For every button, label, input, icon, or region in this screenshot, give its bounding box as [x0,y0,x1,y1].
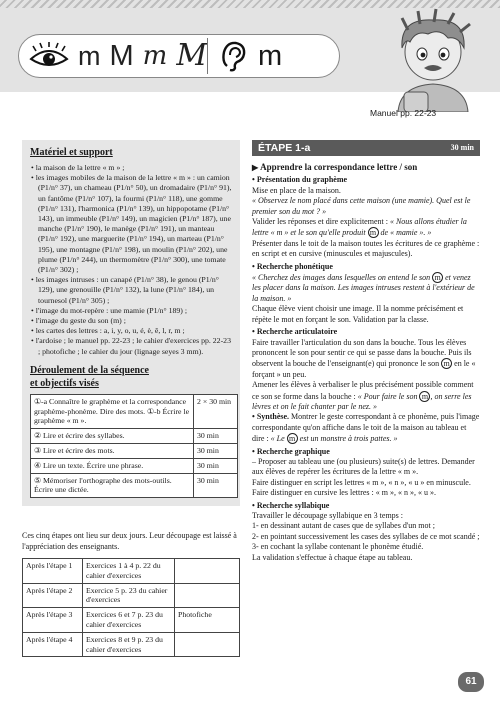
paragraph: Faire distinguer en script les lettres « m », « n », « u » en minuscule. [252,477,471,487]
letter-forms [78,36,238,76]
sequence-title-line: Déroulement de la séquence [30,364,149,376]
table-row [31,429,238,444]
table-row [31,394,238,428]
materiel-box [22,140,240,506]
paragraph: Chaque élève vient choisir une image. Il la nomme précisément et répète le mot en forçant le son. Validation par la classe. [252,304,464,324]
step-after: Après l'étape 4 [23,632,83,657]
step-extra [175,559,240,584]
sound-circle: m [368,227,379,238]
text-quote: « Pour faire le son [357,391,420,401]
paragraph: 2- en pointant successivement les cases des syllabes de ce mot scandé ; [252,531,480,541]
materiel-item: • l'image du mot-repère : une mamie (P1/n° 189) ; [30,306,232,316]
sound-circle: m [441,358,452,369]
text-quote: « Cherchez des images dans lesquelles on entend le son [252,273,433,283]
glyph-script-lower: m [78,41,101,71]
glyph-cursive-lower: m [142,41,168,71]
sound-circle: m [432,272,443,283]
step-after: Après l'étape 1 [23,559,83,584]
text: Faire travailler l'articulation du son dans la bouche. Tous les élèves prononcent le son pour sentir ce qui se passe dans la bouche. Puis ils observent la bouche de l'enseignant(e) qui prononce le son [252,337,472,369]
text-quote: , on serre les lèvres et on le fait chanter par le nez. » [252,391,472,411]
table-row [23,608,240,633]
step-exercises: Exercices 8 et 9 p. 23 du cahier d'exercices [83,632,175,657]
eye-icon [28,41,70,71]
manuel-reference: Manuel pp. 22-23 [370,108,437,118]
page-number: 61 [458,672,484,692]
glyph-cursive-upper: M [176,38,208,73]
section-title: • Présentation du graphème [252,175,480,185]
text-quote: « Le [270,434,287,444]
sequence-step: ⑤ Mémoriser l'orthographe des mots-outils. Écrire une dictée. [31,473,194,498]
section-title: • Recherche articulatoire [252,327,480,337]
paragraph [252,380,480,412]
divider [207,38,208,74]
step-after: Après l'étape 2 [23,583,83,608]
step-exercises: Exercice 5 p. 23 du cahier d'exercices [83,583,175,608]
glyph-script-upper: M [109,40,134,72]
sequence-step: ①-a Connaître le graphème et la correspondance graphème-phonème. Dire des mots. ①-b Écrire le graphème « m ». [31,394,194,428]
text: Amener les élèves à verbaliser le plus précisément possible comment ce son se forme dans la bouche : [252,380,474,401]
table-row [31,458,238,473]
sequence-duration: 2 × 30 min [194,394,238,428]
text-quote: et venez les placer dans la maison. Les images intruses restent à l'extérieur de la maison. » [252,273,475,303]
paragraph: – Proposer au tableau une (ou plusieurs) suite(s) de lettres. Demander aux élèves de repérer les écritures de la lettre « m ». [252,456,475,477]
sequence-duration: 30 min [194,444,238,459]
sequence-title-line: et objectifs visés [30,377,99,389]
section-title: • Synthèse. [252,412,289,421]
paragraph: Présenter dans le toit de la maison toutes les écritures de ce graphème : en script et en cursive (minuscules et majuscules). [252,238,480,259]
sound-circle: m [287,433,298,444]
text-quote: « Nous allons étudier la lettre « m » et le son qu'elle produit [252,217,467,238]
table-row [23,632,240,657]
sound-circle: m [419,391,430,402]
step-exercises: Exercices 6 et 7 p. 23 du cahier d'exercices [83,608,175,633]
etape-title: ÉTAPE 1-a [258,141,311,154]
table-row [23,583,240,608]
paragraph-quote [252,272,480,304]
right-column [252,140,480,563]
step-exercises: Exercices 1 à 4 p. 22 du cahier d'exercices [83,559,175,584]
materiel-item: • l'ardoise ; le manuel pp. 22-23 ; le cahier d'exercices pp. 22-23 ; photofiche ; le cahier du jour (lignage seyes 3 mm). [30,336,232,356]
sequence-title [30,364,232,390]
section-title: • Recherche syllabique [252,501,480,511]
table-row [31,444,238,459]
child-illustration [378,8,488,112]
text: Montrer le geste correspondant à ce phonème, puis l'image correspondante qu'on affiche dans le toit de la maison au tableau et dire : [252,412,480,444]
etape-heading: ▶ Apprendre la correspondance lettre / son [252,162,480,173]
paragraph: Faire distinguer en cursive les lettres : « m », « n », « u ». [252,488,436,498]
text-quote: de « mamie ». » [378,228,432,238]
sound-letter: m [258,40,283,72]
sequence-duration: 30 min [194,458,238,473]
sequence-step: ③ Lire et écrire des mots. [31,444,194,459]
text: en le « forçant » un peu. [252,359,476,379]
paragraph [252,338,480,381]
section-title: • Recherche phonétique [252,262,480,272]
left-column [22,140,240,506]
paragraph: La validation s'effectue à chaque étape au tableau. [252,552,413,562]
etape-header [252,140,480,156]
text-quote: est un monstre à trois pattes. » [297,434,398,444]
step-extra [175,583,240,608]
table-row [31,473,238,498]
sequence-duration: 30 min [194,473,238,498]
section-title: • Recherche graphique [252,447,480,457]
paragraph-quote: « Observez le nom placé dans cette maison (une mamie). Quel est le premier son du mot ? » [252,196,471,216]
materiel-item: • les images mobiles de la maison de la lettre « m » : un camion (P1/n° 37), un chameau (P1/n° 50), un dromadaire (P1/n° 91), un fantôme (P1/n° 107), la fourmi (P1/n° 118), une gomme (P1/n° 131), l'harmonica (P1/n° 139), un hippopotame (P1/n° 143), un immeuble (P1/n° 149), un magicien (P1/n° 187), une manche (P1/n° 190), le manège (P1/n° 191), un manteau (P1/n° 192), une marguerite (P1/n° 194), un marteau (P1/n° 195), une montagne (P1/n° 198), un moulin (P1/n° 202), une plume (P1/n° 244), un thermomètre (P1/n° 300), une tomate (P1/n° 302) ; [30,173,232,275]
etape-duration: 30 min [450,142,474,152]
ear-icon [218,40,248,72]
step-extra [175,632,240,657]
materiel-item: • les cartes des lettres : a, i, y, o, u, é, è, ê, l, r, m ; [30,326,232,336]
sequence-step: ④ Lire un texte. Écrire une phrase. [31,458,194,473]
materiel-title: Matériel et support [30,147,113,158]
sequence-step: ② Lire et écrire des syllabes. [31,429,194,444]
steps-table [22,558,240,657]
materiel-item: • l'image du geste du son (m) ; [30,316,232,326]
sequence-table [30,394,238,498]
step-after: Après l'étape 3 [23,608,83,633]
intro-text: Ces cinq étapes ont lieu sur deux jours. Leur découpage est laissé à l'appréciation des enseignants. [22,531,237,551]
text: Valider les réponses et dire explicitement : [252,217,390,227]
step-extra: Photofiche [175,608,240,633]
paragraph: Travailler le découpage syllabique en 3 temps : [252,511,403,520]
paragraph: Mise en place de la maison. [252,185,341,195]
paragraph [252,412,480,444]
sequence-duration: 30 min [194,429,238,444]
materiel-item: • les images intruses : un canapé (P1/n° 38), le genou (P1/n° 129), une grenouille (P1/n° 132), la lune (P1/n° 184), un tournesol (P1/n° 305) ; [30,275,232,306]
paragraph [252,217,480,239]
paragraph: 1- en dessinant autant de cases que de syllabes d'un mot ; [252,521,435,531]
paragraph: 3- en cochant la syllabe contenant le phonème étudié. [252,542,424,552]
table-row [23,559,240,584]
materiel-item: • la maison de la lettre « m » ; [30,163,232,173]
